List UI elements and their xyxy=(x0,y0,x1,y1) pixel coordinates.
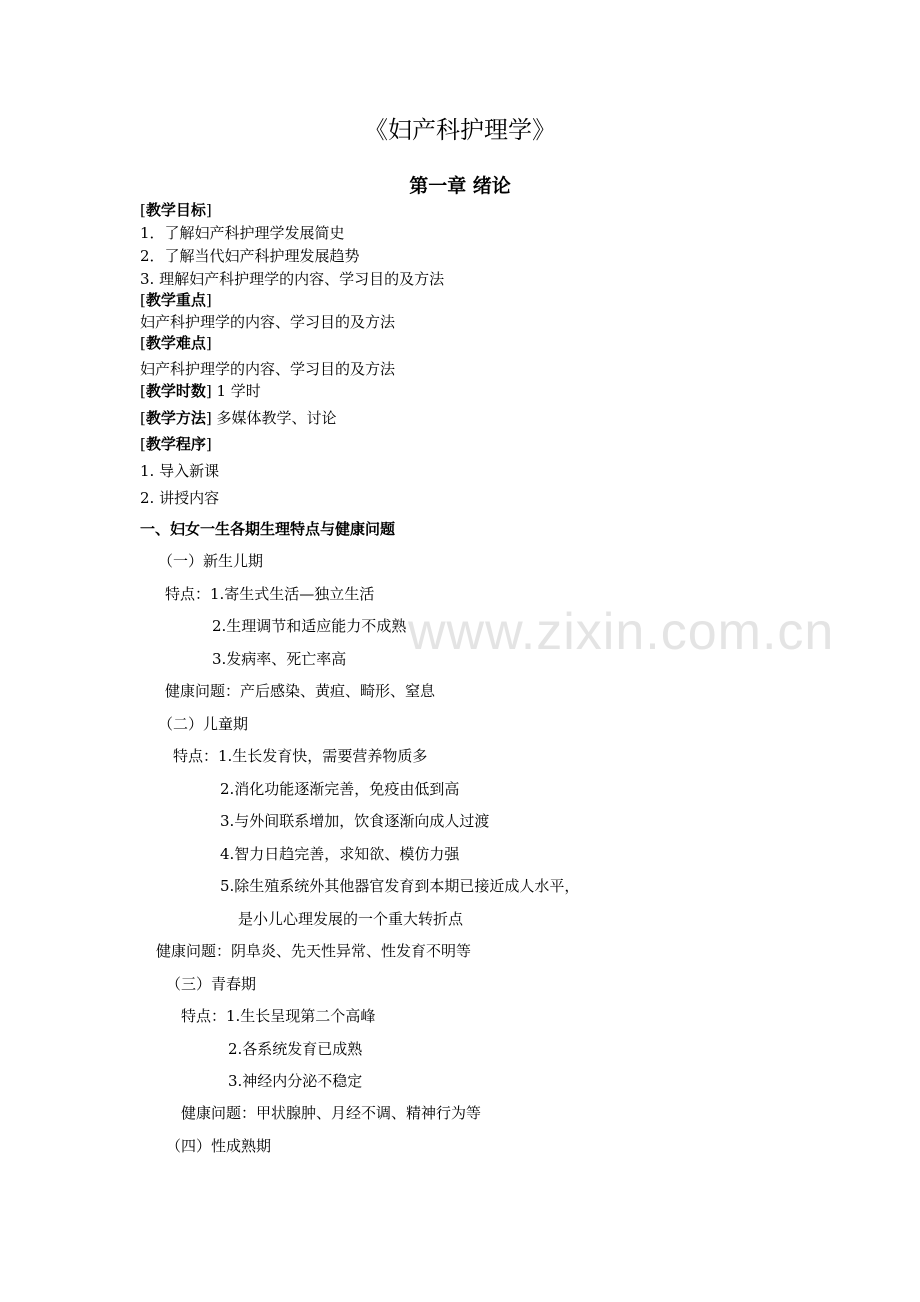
newborn-title: （一）新生儿期 xyxy=(158,552,264,570)
childhood-health: 健康问题：阴阜炎、先天性异常、性发育不明等 xyxy=(156,942,472,960)
puberty-feature: 2.各系统发育已成熟 xyxy=(228,1040,363,1058)
goals-label-text: 教学目标 xyxy=(145,201,206,219)
key-points-label-text: 教学重点 xyxy=(145,291,206,309)
key-points-text: 妇产科护理学的内容、学习目的及方法 xyxy=(140,313,396,331)
childhood-feature: 3.与外间联系增加，饮食逐渐向成人过渡 xyxy=(220,812,490,830)
procedure-label-text: 教学程序 xyxy=(145,435,206,453)
goal-item: 3. 理解妇产科护理学的内容、学习目的及方法 xyxy=(140,270,445,288)
childhood-feature: 4.智力日趋完善，求知欲、模仿力强 xyxy=(220,845,460,863)
hours-label: 教学时数 xyxy=(145,382,206,400)
puberty-feature: 特点：1.生长呈现第二个高峰 xyxy=(181,1007,376,1025)
goal-item: 2．了解当代妇产科护理发展趋势 xyxy=(140,247,360,265)
newborn-feature: 3.发病率、死亡率高 xyxy=(212,650,347,668)
method-line: [教学方法] 多媒体教学、讨论 xyxy=(140,409,337,427)
difficulties-label: [教学难点] xyxy=(140,334,212,352)
goal-item: 1．了解妇产科护理学发展简史 xyxy=(140,224,345,242)
difficulties-text: 妇产科护理学的内容、学习目的及方法 xyxy=(140,360,396,378)
section-heading: 一、妇女一生各期生理特点与健康问题 xyxy=(140,520,396,538)
childhood-feature: 特点：1.生长发育快，需要营养物质多 xyxy=(173,747,428,765)
hours-value: 1 学时 xyxy=(216,382,261,400)
procedure-label: [教学程序] xyxy=(140,435,212,453)
newborn-feature: 特点：1.寄生式生活—独立生活 xyxy=(165,585,375,603)
childhood-feature: 2.消化功能逐渐完善，免疫由低到高 xyxy=(220,780,460,798)
document-title: 《妇产科护理学》 xyxy=(364,116,556,144)
method-label: 教学方法 xyxy=(145,409,206,427)
hours-line: [教学时数] 1 学时 xyxy=(140,382,261,400)
maturity-title: （四）性成熟期 xyxy=(166,1137,272,1155)
procedure-step: 1. 导入新课 xyxy=(140,462,220,480)
puberty-health: 健康问题：甲状腺肿、月经不调、精神行为等 xyxy=(181,1104,482,1122)
childhood-title: （二）儿童期 xyxy=(158,715,249,733)
newborn-feature: 2.生理调节和适应能力不成熟 xyxy=(212,617,407,635)
childhood-feature: 是小儿心理发展的一个重大转折点 xyxy=(238,910,464,928)
procedure-step: 2. 讲授内容 xyxy=(140,489,220,507)
difficulties-label-text: 教学难点 xyxy=(145,334,206,352)
method-value: 多媒体教学、讨论 xyxy=(216,409,337,427)
key-points-label: [教学重点] xyxy=(140,291,212,309)
chapter-heading: 第一章 绪论 xyxy=(409,175,511,197)
watermark: www.zixin.com.cn xyxy=(408,603,835,661)
childhood-feature: 5.除生殖系统外其他器官发育到本期已接近成人水平， xyxy=(220,877,580,895)
goals-label: [教学目标] xyxy=(140,201,212,219)
newborn-health: 健康问题：产后感染、黄疸、畸形、窒息 xyxy=(165,682,436,700)
puberty-feature: 3.神经内分泌不稳定 xyxy=(228,1072,363,1090)
puberty-title: （三）青春期 xyxy=(166,975,257,993)
